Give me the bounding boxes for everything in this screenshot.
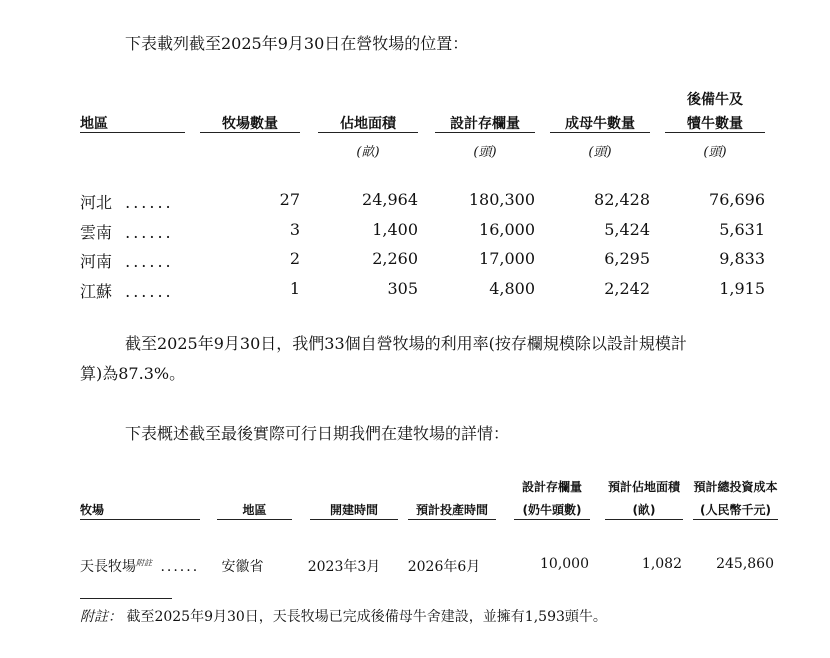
table1-header-rule-capacity [435, 132, 535, 133]
table2-cell-area: 1,082 [641, 556, 682, 572]
table1-header-rule-region [80, 132, 185, 133]
table1-cell-farms: 3 [289, 220, 300, 239]
table2-header-start: 開建時間 [329, 503, 378, 517]
intro-paragraph-2: 下表概述截至最後實際可行日期我們在建牧場的詳情： [125, 424, 510, 443]
table1-cell-area: 2,260 [372, 249, 418, 268]
table1-unit-capacity: (頭) [473, 145, 497, 160]
table1-cell-area: 1,400 [372, 220, 418, 239]
table1-leader-dots: ...... [125, 252, 174, 271]
table1-header-heifers-line2: 犢牛數量 [687, 116, 743, 132]
table2-header-expected: 預計投產時間 [415, 503, 488, 517]
table1-cell-cows: 5,424 [604, 220, 650, 239]
table2-header-rule-invest [693, 519, 778, 520]
utilization-paragraph-line1: 截至2025年9月30日，我們33個自營牧場的利用率(按存欄規模除以設計規模計 [125, 334, 687, 353]
table2-header-area-line2: (畝) [632, 503, 656, 517]
table1-header-area: 佔地面積 [340, 116, 396, 132]
table1-cell-region: 江蘇 [80, 282, 113, 301]
table2-header-invest-line2: (人民幣千元) [700, 503, 771, 517]
table1-header-farms: 牧場數量 [222, 116, 278, 132]
table2-header-rule-expected [408, 519, 496, 520]
intro-paragraph-1: 下表載列截至2025年9月30日在營牧場的位置： [125, 34, 469, 53]
table1-header-rule-heifers [665, 132, 765, 133]
table2-cell-invest: 245,860 [716, 556, 774, 572]
table1-cell-capacity: 4,800 [489, 279, 535, 298]
table1-cell-heifers: 1,915 [719, 279, 765, 298]
table1-cell-cows: 2,242 [604, 279, 650, 298]
table2-cell-expected: 2026年6月 [407, 559, 481, 575]
utilization-paragraph-line2: 算)為87.3%。 [80, 364, 186, 383]
table1-cell-cows: 82,428 [594, 190, 650, 209]
footnote-separator [80, 598, 172, 599]
footnote-text: 截至2025年9月30日，天長牧場已完成後備母牛舍建設，並擁有1,593頭牛。 [126, 609, 607, 625]
table1-unit-heifers: (頭) [703, 145, 727, 160]
table2-header-capacity-line1: 設計存欄量 [521, 480, 582, 494]
table1-leader-dots: ...... [125, 282, 174, 301]
table1-cell-area: 305 [387, 279, 418, 298]
table2-header-farm: 牧場 [80, 503, 105, 517]
footnote [80, 606, 607, 626]
table2-leader-dots: ...... [160, 559, 200, 575]
table1-unit-cows: (頭) [588, 145, 612, 160]
table1-cell-heifers: 9,833 [719, 249, 765, 268]
table1-cell-farms: 27 [279, 190, 300, 209]
table1-cell-heifers: 76,696 [709, 190, 765, 209]
table1-cell-capacity: 180,300 [468, 190, 535, 209]
table1-leader-dots: ...... [125, 223, 174, 242]
table1-cell-capacity: 17,000 [479, 249, 535, 268]
table2-header-region: 地區 [242, 503, 267, 517]
table1-cell-cows: 6,295 [604, 249, 650, 268]
table2-header-rule-start [310, 519, 398, 520]
table1-header-rule-farms [200, 132, 300, 133]
table1-cell-capacity: 16,000 [479, 220, 535, 239]
table1-unit-area: (畝) [356, 145, 380, 160]
table1-header-rule-area [318, 132, 418, 133]
table2-header-invest-line1: 預計總投資成本 [693, 480, 778, 494]
table2-header-rule-farm [80, 519, 200, 520]
footnote-label: 附註： [80, 609, 122, 625]
table2-header-area-line1: 預計佔地面積 [607, 480, 680, 494]
table1-cell-region: 河北 [80, 193, 113, 212]
table1-cell-area: 24,964 [362, 190, 418, 209]
table1-cell-region: 河南 [80, 252, 113, 271]
table2-note-marker: 附註 [136, 558, 152, 568]
table1-cell-farms: 2 [289, 249, 300, 268]
table1-header-rule-cows [550, 132, 650, 133]
table1-header-heifers-line1: 後備牛及 [687, 92, 743, 108]
table2-cell-capacity: 10,000 [540, 556, 589, 572]
table1-header-cows: 成母牛數量 [565, 116, 635, 132]
table1-cell-region: 雲南 [80, 223, 113, 242]
table1-header-region: 地區 [80, 116, 108, 132]
table2-cell-region: 安徽省 [221, 559, 264, 575]
table2-header-rule-capacity [514, 519, 590, 520]
table2-cell-start: 2023年3月 [307, 559, 381, 575]
table2-header-rule-region [217, 519, 292, 520]
table1-leader-dots: ...... [125, 193, 174, 212]
table1-cell-farms: 1 [289, 279, 300, 298]
table2-cell-farm: 天長牧場 [80, 559, 136, 575]
table2-header-rule-area [605, 519, 683, 520]
table1-cell-heifers: 5,631 [719, 220, 765, 239]
table2-header-capacity-line2: (奶牛頭數) [522, 503, 582, 517]
table1-header-capacity: 設計存欄量 [450, 116, 520, 132]
